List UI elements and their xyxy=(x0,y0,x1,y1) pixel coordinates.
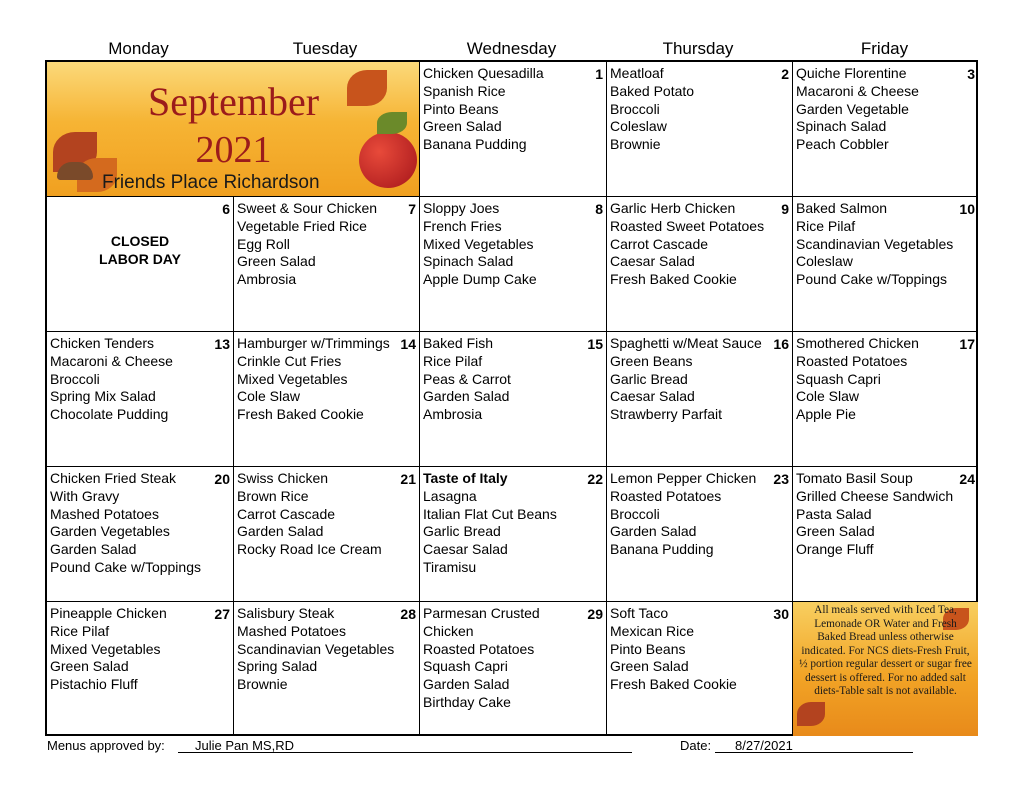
menu-item: Chocolate Pudding xyxy=(50,406,169,423)
menu-item: Macaroni & Cheese xyxy=(50,352,173,369)
date-number: 21 xyxy=(400,471,416,487)
menu-item: Coleslaw xyxy=(610,118,667,135)
day-header-wednesday: Wednesday xyxy=(466,39,557,58)
day-cell xyxy=(420,62,607,197)
menu-item: Spaghetti w/Meat Sauce xyxy=(610,335,762,351)
menu-item: Mixed Vegetables xyxy=(237,370,348,387)
menu-item: Swiss Chicken xyxy=(237,470,329,486)
day-cell xyxy=(420,467,607,602)
menu-item: Vegetable Fried Rice xyxy=(237,217,367,234)
menu-list xyxy=(796,470,964,559)
menu-list xyxy=(610,65,778,154)
menu-item: Garden Salad xyxy=(237,523,324,540)
menu-item: Birthday Cake xyxy=(423,693,511,710)
menu-item: Rice Pilaf xyxy=(423,352,483,369)
menu-item: Caesar Salad xyxy=(610,253,695,270)
meal-note-text: All meals served with Iced Tea, Lemonade OR Water and Fresh Baked Bread unless otherwise indicated. For NCS diets-Fresh Fruit, ½ portion regular dessert or sugar free dessert is offered. For no added salt diets-Table salt is not available. xyxy=(799,604,972,697)
day-cell xyxy=(607,332,793,467)
menu-item: Spinach Salad xyxy=(796,118,887,135)
menu-item: Brownie xyxy=(237,676,288,693)
date-number: 22 xyxy=(587,471,603,487)
menu-item: Garden Salad xyxy=(50,541,137,558)
menu-item: Broccoli xyxy=(610,505,660,522)
menu-item: Coleslaw xyxy=(796,253,853,270)
menu-item: Egg Roll xyxy=(237,235,290,252)
banner-year: 2021 xyxy=(195,129,272,171)
date-number: 14 xyxy=(400,336,416,352)
menu-item: Apple Pie xyxy=(796,406,856,423)
approved-label: Menus approved by: xyxy=(47,738,165,753)
menu-item: Crinkle Cut Fries xyxy=(237,352,342,369)
date-number: 28 xyxy=(400,606,416,622)
day-cell xyxy=(234,602,420,736)
month-banner xyxy=(47,62,420,197)
banner-month: September xyxy=(147,79,320,124)
menu-list xyxy=(50,335,219,424)
menu-list xyxy=(423,470,592,577)
menu-item: Pound Cake w/Toppings xyxy=(796,271,947,288)
menu-item: Garlic Bread xyxy=(423,523,501,540)
menu-item: Chicken Tenders xyxy=(50,335,155,351)
menu-item: Fresh Baked Cookie xyxy=(610,676,737,693)
menu-item: Meatloaf xyxy=(610,65,664,81)
menu-item: Baked Potato xyxy=(610,82,695,99)
menu-item: Taste of Italy xyxy=(423,470,508,486)
date-number: 10 xyxy=(959,201,975,217)
menu-item: Ambrosia xyxy=(423,406,483,423)
menu-list xyxy=(423,200,592,289)
menu-item: Smothered Chicken xyxy=(796,335,919,351)
date-number: 24 xyxy=(959,471,975,487)
menu-list xyxy=(610,200,778,289)
menu-item: Caesar Salad xyxy=(610,388,695,405)
menu-item: Garden Vegetables xyxy=(50,523,170,540)
day-cell xyxy=(793,332,978,467)
menu-item: Garden Salad xyxy=(610,523,697,540)
menu-item: Garden Salad xyxy=(423,388,510,405)
menu-item: Spring Mix Salad xyxy=(50,388,156,405)
day-cell xyxy=(607,197,793,332)
date-number: 17 xyxy=(959,336,975,352)
menu-item: Peach Cobbler xyxy=(796,136,889,153)
menu-item: Rocky Road Ice Cream xyxy=(237,541,382,558)
menu-item: Spanish Rice xyxy=(423,82,506,99)
day-cell xyxy=(47,602,234,736)
menu-item: Cole Slaw xyxy=(796,388,860,405)
menu-item: Pound Cake w/Toppings xyxy=(50,558,201,575)
menu-item: Soft Taco xyxy=(610,605,669,621)
menu-item: Rice Pilaf xyxy=(796,217,856,234)
menu-list xyxy=(610,470,778,559)
day-cell xyxy=(607,467,793,602)
menu-item: Macaroni & Cheese xyxy=(796,82,919,99)
date-number: 15 xyxy=(587,336,603,352)
menu-item: Pasta Salad xyxy=(796,505,872,522)
menu-item: Green Salad xyxy=(796,523,875,540)
menu-item: Banana Pudding xyxy=(610,541,714,558)
date-number: 13 xyxy=(214,336,230,352)
date-underline xyxy=(715,752,913,753)
calendar-grid xyxy=(45,60,978,736)
date-label: Date: xyxy=(680,738,712,753)
menu-item: Carrot Cascade xyxy=(237,505,336,522)
menu-item: Baked Salmon xyxy=(796,200,888,216)
menu-item: Chicken xyxy=(423,622,474,639)
day-cell-closed xyxy=(47,197,234,332)
menu-list xyxy=(423,605,592,712)
menu-item: Roasted Potatoes xyxy=(796,352,908,369)
menu-item: Brownie xyxy=(610,136,661,153)
menu-item: Lasagna xyxy=(423,487,477,504)
menu-list xyxy=(50,470,219,577)
day-cell xyxy=(234,197,420,332)
day-cell xyxy=(420,602,607,736)
menu-list xyxy=(423,335,592,424)
date-number: 1 xyxy=(595,66,603,82)
menu-item: Squash Capri xyxy=(796,370,881,387)
menu-item: Roasted Potatoes xyxy=(610,487,722,504)
menu-list xyxy=(237,200,405,289)
day-cell xyxy=(793,197,978,332)
date-number: 2 xyxy=(781,66,789,82)
menu-item: Peas & Carrot xyxy=(423,370,511,387)
menu-item: Mexican Rice xyxy=(610,622,695,639)
menu-item: Pinto Beans xyxy=(610,640,686,657)
menu-item: Roasted Potatoes xyxy=(423,640,535,657)
menu-item: Green Beans xyxy=(610,352,693,369)
date-number: 6 xyxy=(222,201,230,217)
menu-item: Pinto Beans xyxy=(423,100,499,117)
menu-list xyxy=(796,335,964,424)
menu-item: With Gravy xyxy=(50,487,120,504)
date-number: 9 xyxy=(781,201,789,217)
menu-item: Garden Salad xyxy=(423,676,510,693)
menu-item: Fresh Baked Cookie xyxy=(610,271,737,288)
menu-list xyxy=(796,200,964,289)
menu-list xyxy=(50,605,219,694)
menu-item: Roasted Sweet Potatoes xyxy=(610,217,765,234)
menu-item: Banana Pudding xyxy=(423,136,527,153)
menu-item: Tiramisu xyxy=(423,558,477,575)
menu-item: Mixed Vegetables xyxy=(50,640,161,657)
meal-note-cell xyxy=(793,602,978,736)
day-cell xyxy=(793,62,978,197)
menu-item: Brown Rice xyxy=(237,487,309,504)
menu-item: Scandinavian Vegetables xyxy=(796,235,954,252)
day-cell xyxy=(47,467,234,602)
approved-underline xyxy=(178,752,632,753)
menu-item: Spinach Salad xyxy=(423,253,514,270)
menu-item: Pineapple Chicken xyxy=(50,605,167,621)
date-number: 30 xyxy=(773,606,789,622)
menu-item: Sweet & Sour Chicken xyxy=(237,200,378,216)
menu-item: Quiche Florentine xyxy=(796,65,907,81)
menu-item: Tomato Basil Soup xyxy=(796,470,913,486)
menu-list xyxy=(237,605,405,694)
menu-item: Caesar Salad xyxy=(423,541,508,558)
menu-item: Strawberry Parfait xyxy=(610,406,723,423)
menu-item: Fresh Baked Cookie xyxy=(237,406,364,423)
date-number: 23 xyxy=(773,471,789,487)
menu-list xyxy=(237,335,405,424)
menu-item: Green Salad xyxy=(237,253,316,270)
closed-label: CLOSED xyxy=(110,233,170,249)
menu-item: Sloppy Joes xyxy=(423,200,500,216)
menu-item: Green Salad xyxy=(50,658,129,675)
leaf-decoration-icon xyxy=(797,702,825,726)
day-cell xyxy=(793,467,978,602)
menu-item: Grilled Cheese Sandwich xyxy=(796,487,954,504)
menu-item: Chicken Quesadilla xyxy=(423,65,544,81)
menu-item: Mixed Vegetables xyxy=(423,235,534,252)
menu-item: French Fries xyxy=(423,217,502,234)
menu-item: Garlic Herb Chicken xyxy=(610,200,736,216)
menu-list xyxy=(796,65,964,154)
menu-item: Carrot Cascade xyxy=(610,235,709,252)
menu-item: Ambrosia xyxy=(237,271,297,288)
day-header-friday: Friday xyxy=(860,39,909,58)
menu-item: Scandinavian Vegetables xyxy=(237,640,395,657)
closed-notice xyxy=(47,232,233,268)
menu-item: Salisbury Steak xyxy=(237,605,335,621)
menu-item: Mashed Potatoes xyxy=(50,505,159,522)
menu-item: Squash Capri xyxy=(423,658,508,675)
labor-day-label: LABOR DAY xyxy=(99,251,181,267)
menu-item: Parmesan Crusted xyxy=(423,605,540,621)
day-header-tuesday: Tuesday xyxy=(292,39,358,58)
menu-item: Italian Flat Cut Beans xyxy=(423,505,557,522)
date-number: 20 xyxy=(214,471,230,487)
menu-item: Apple Dump Cake xyxy=(423,271,537,288)
date-number: 16 xyxy=(773,336,789,352)
day-cell xyxy=(607,602,793,736)
day-cell xyxy=(234,467,420,602)
menu-list xyxy=(237,470,405,559)
day-cell xyxy=(420,332,607,467)
day-cell xyxy=(234,332,420,467)
banner-location: Friends Place Richardson xyxy=(102,172,320,193)
date-number: 27 xyxy=(214,606,230,622)
menu-item: Spring Salad xyxy=(237,658,318,675)
day-header-monday: Monday xyxy=(108,39,169,58)
menu-item: Lemon Pepper Chicken xyxy=(610,470,757,486)
date-number: 3 xyxy=(967,66,975,82)
menu-item: Mashed Potatoes xyxy=(237,622,346,639)
menu-item: Rice Pilaf xyxy=(50,622,110,639)
day-header-thursday: Thursday xyxy=(662,39,734,58)
date-number: 29 xyxy=(587,606,603,622)
day-cell xyxy=(607,62,793,197)
approved-by-value: Julie Pan MS,RD xyxy=(195,738,294,753)
menu-item: Orange Fluff xyxy=(796,541,874,558)
menu-list xyxy=(610,335,778,424)
day-cell xyxy=(47,332,234,467)
date-number: 8 xyxy=(595,201,603,217)
menu-item: Broccoli xyxy=(610,100,660,117)
menu-item: Green Salad xyxy=(610,658,689,675)
menu-item: Broccoli xyxy=(50,370,100,387)
menu-item: Garden Vegetable xyxy=(796,100,909,117)
menu-item: Green Salad xyxy=(423,118,502,135)
menu-item: Baked Fish xyxy=(423,335,494,351)
menu-list xyxy=(423,65,592,154)
menu-item: Pistachio Fluff xyxy=(50,676,138,693)
menu-item: Hamburger w/Trimmings xyxy=(237,335,390,351)
menu-item: Garlic Bread xyxy=(610,370,688,387)
date-number: 7 xyxy=(408,201,416,217)
menu-item: Chicken Fried Steak xyxy=(50,470,177,486)
date-value: 8/27/2021 xyxy=(735,738,793,753)
menu-item: Cole Slaw xyxy=(237,388,301,405)
menu-list xyxy=(610,605,778,694)
day-cell xyxy=(420,197,607,332)
banner-art xyxy=(47,62,420,196)
